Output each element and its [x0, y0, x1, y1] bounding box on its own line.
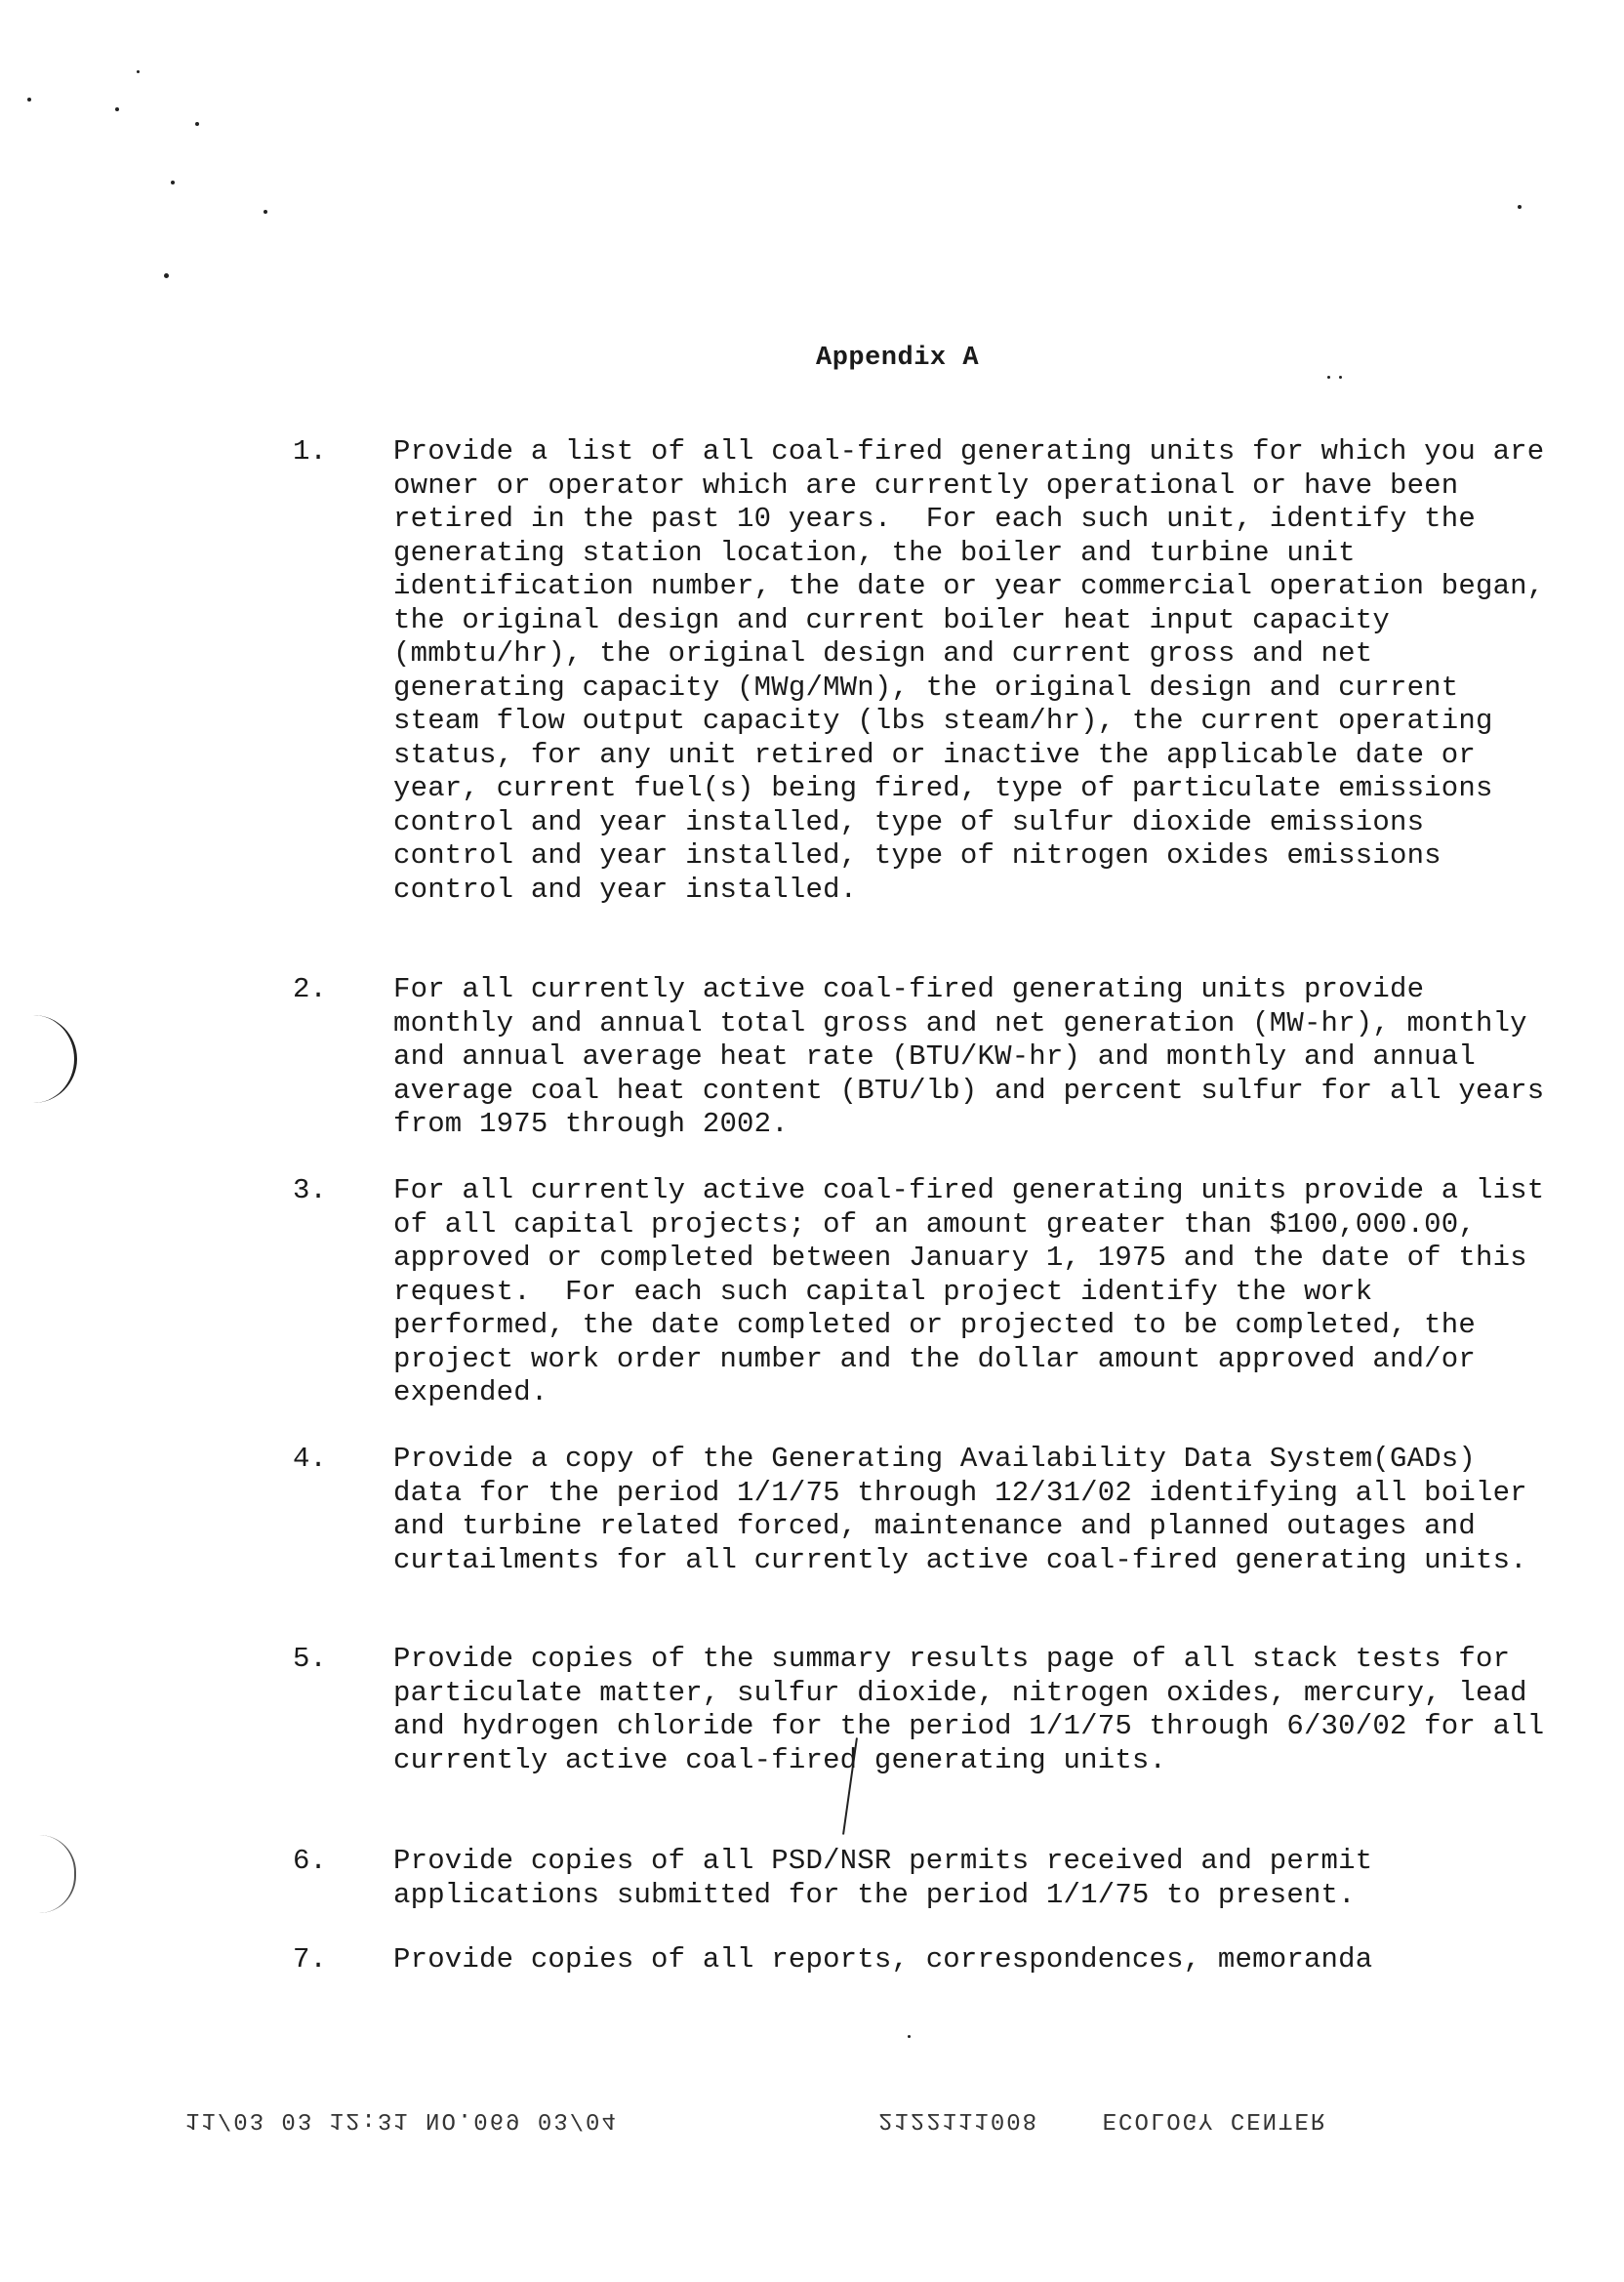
fax-header-left: 11/03 03 12:31 NO.069 03/04 [185, 2106, 618, 2133]
item-text: Provide copies of all reports, correspondences, memoranda [393, 1943, 1373, 1976]
scan-speck [195, 122, 199, 126]
scan-speck [908, 2035, 911, 2038]
scan-speck [171, 181, 175, 184]
item-number: 6. [293, 1845, 327, 1877]
scan-speck [164, 273, 169, 278]
item-number: 5. [293, 1643, 327, 1675]
scan-speck [1518, 205, 1522, 209]
scan-speck [1339, 376, 1342, 379]
item-text: Provide a copy of the Generating Availability Data System(GADs) data for the period 1/1/75 through 12/31/02 identifying all boiler and turbine related forced, maintenance and planned outages and curtailments for all currently active coal-fired generating units. [393, 1443, 1545, 1576]
item-text: For all currently active coal-fired generating units provide a list of all capital projects; of an amount greater than $100,000.00, approved or completed between January 1, 1975 and the date of this request. For each such capital project identify the work performed, the date completed or projected to be completed, the project work order number and the dollar amount approved and/or expended. [393, 1174, 1562, 1408]
margin-paren-mark [27, 1015, 77, 1103]
item-number: 4. [293, 1443, 327, 1475]
item-number: 3. [293, 1174, 327, 1206]
item-number: 1. [293, 435, 327, 468]
item-text: Provide copies of the summary results page of all stack tests for particulate matter, sulfur dioxide, nitrogen oxides, mercury, lead and hydrogen chloride for the period 1/1/75 through 6/30/02 for all currently active coal-fired generating units. [393, 1643, 1562, 1776]
margin-paren-mark [39, 1835, 76, 1913]
page-title: Appendix A [816, 344, 980, 373]
item-text: Provide a list of all coal-fired generating units for which you are owner or operator which are currently operational or have been retired in the past 10 years. For each such unit, identify the generating station location, the boiler and turbine unit identification number, the date or year commercial operation began, the original design and current boiler heat input capacity (mmbtu/hr), the original design and current gross and net generating capacity (MWg/MWn), the original design and current steam flow output capacity (lbs steam/hr), the current operating status, for any unit retired or inactive the applicable date or year, current fuel(s) being fired, type of particulate emissions control and year installed, type of sulfur dioxide emissions control and year installed, type of nitrogen oxides emissions control and year installed. [393, 435, 1562, 906]
fax-header-right: 2122111008 ECOLOGY CENTER [878, 2106, 1327, 2133]
item-text: For all currently active coal-fired generating units provide monthly and annual total gross and net generation (MW-hr), monthly and annual average heat rate (BTU/KW-hr) and monthly and annual average coal heat content (BTU/lb) and percent sulfur for all years from 1975 through 2002. [393, 973, 1562, 1140]
scan-speck [1327, 376, 1330, 379]
scan-speck [137, 70, 140, 73]
scan-speck [264, 210, 267, 214]
item-number: 7. [293, 1943, 327, 1976]
item-number: 2. [293, 973, 327, 1005]
scan-speck [115, 107, 119, 111]
scan-speck [27, 98, 31, 102]
item-text: Provide copies of all PSD/NSR permits received and permit applications submitted for the period 1/1/75 to present. [393, 1845, 1390, 1911]
